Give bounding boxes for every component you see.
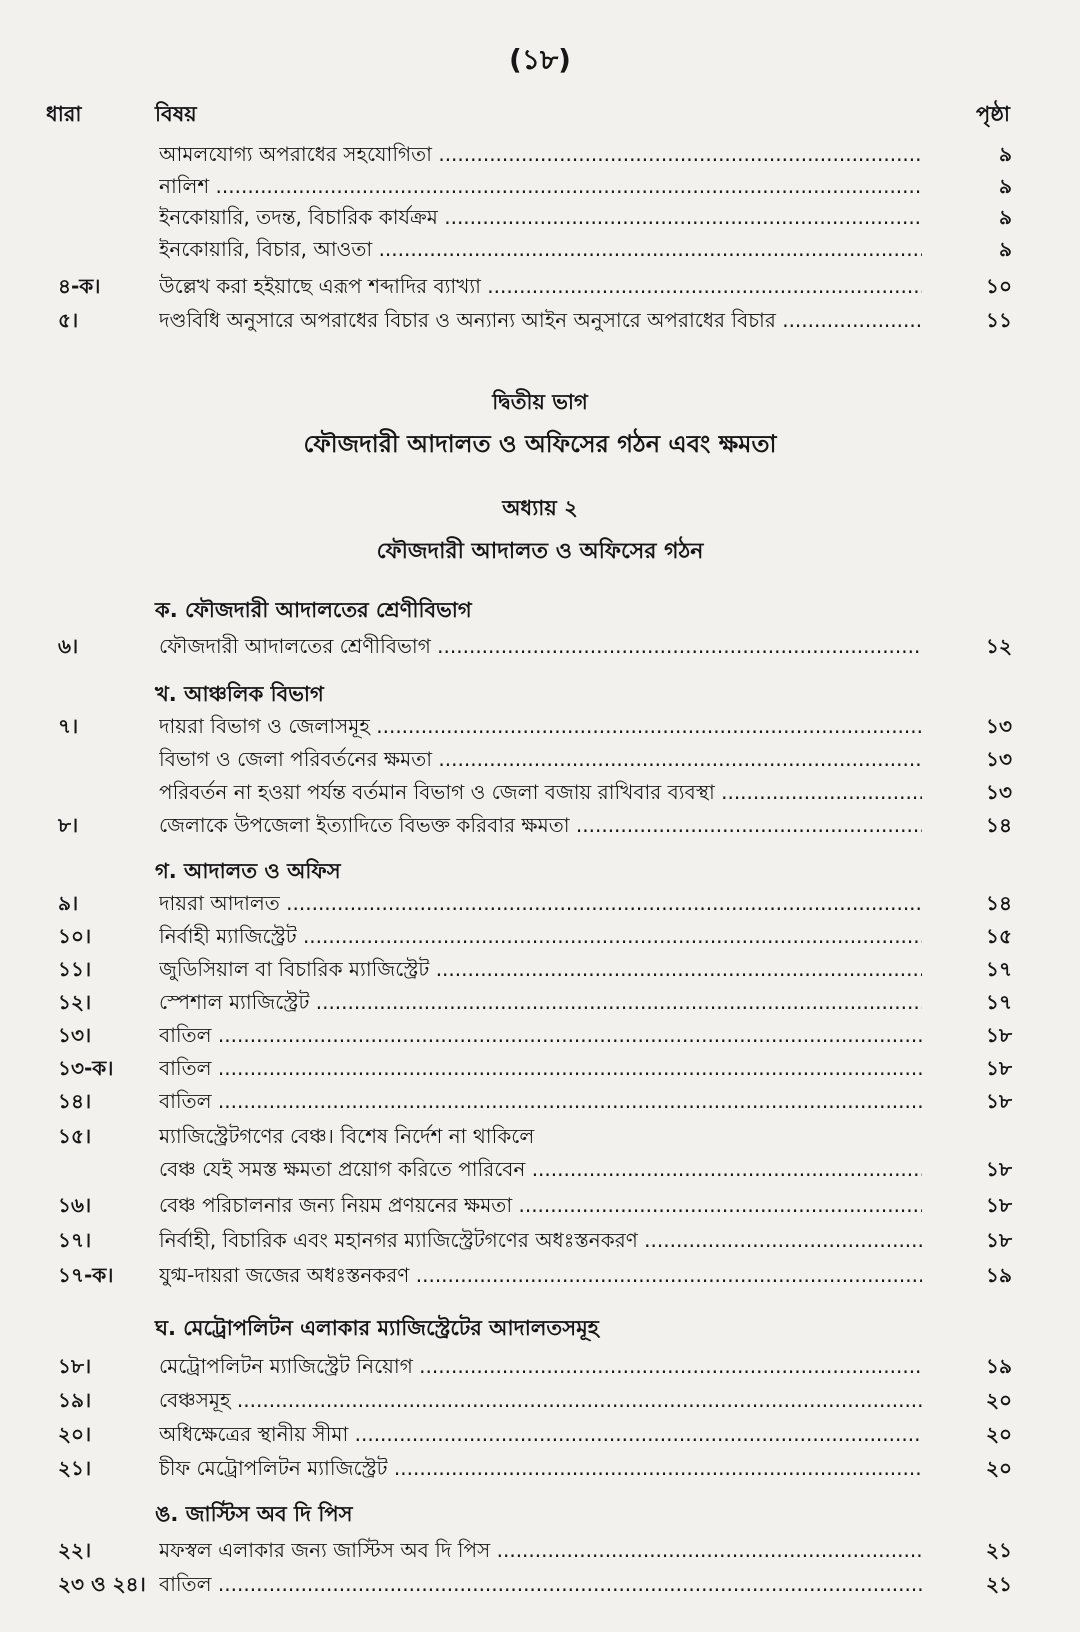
entry-title: দণ্ডবিধি অনুসারে অপরাধের বিচার ও অন্যান্য আইন অনুসারে অপরাধের বিচার ..... — [159, 306, 922, 339]
section-number: ১৬। — [58, 1193, 92, 1217]
entry-page: ১২ — [986, 634, 1012, 658]
toc-entry — [0, 1386, 1080, 1420]
toc-entry — [0, 203, 1080, 237]
entry-title: জেলাকে উপজেলা ইত্যাদিতে বিভক্ত করিবার ক্ষমতা ..... — [159, 811, 922, 844]
part-subtitle: ফৌজদারী আদালত ও অফিসের গঠন এবং ক্ষমতা — [303, 430, 777, 458]
entry-page: ১৩ — [986, 747, 1012, 771]
toc-entry — [0, 1454, 1080, 1488]
entry-title-line1: ম্যাজিস্ট্রেটগণের বেঞ্চ। বিশেষ নির্দেশ না থাকিলে — [159, 1124, 535, 1148]
entry-title: চীফ মেট্রোপলিটন ম্যাজিস্ট্রেট ..... — [159, 1454, 922, 1487]
section-number: ১০। — [58, 924, 92, 948]
section-number: ১৯। — [58, 1388, 92, 1412]
section-number: ৫। — [58, 308, 79, 332]
subsection-heading: ঙ. জাস্টিস অব দি পিস — [155, 1502, 353, 1526]
toc-entry — [0, 1226, 1080, 1260]
entry-page: ১৩ — [986, 780, 1012, 804]
section-number: ১৭। — [58, 1228, 92, 1252]
entry-title: বাতিল ..... — [159, 1570, 922, 1603]
entry-title: যুগ্ম-দায়রা জজের অধঃস্তনকরণ ..... — [159, 1261, 922, 1294]
entry-page: ৯ — [999, 174, 1012, 198]
section-number: ২১। — [58, 1456, 92, 1480]
entry-page: ১৪ — [986, 891, 1012, 915]
part-title: দ্বিতীয় ভাগ — [492, 390, 588, 414]
toc-entry — [0, 632, 1080, 666]
entry-title: জুডিসিয়াল বা বিচারিক ম্যাজিস্ট্রেট ..... — [159, 955, 922, 988]
column-header-page: পৃষ্ঠা — [975, 102, 1010, 126]
entry-title: ফৌজদারী আদালতের শ্রেণীবিভাগ ..... — [159, 632, 922, 665]
toc-entry — [0, 1420, 1080, 1454]
entry-title: ইনকোয়ারি, তদন্ত, বিচারিক কার্যক্রম ..... — [159, 203, 922, 236]
entry-title: বেঞ্চ পরিচালনার জন্য নিয়ম প্রণয়নের ক্ষমতা ..... — [159, 1191, 922, 1224]
entry-title: উল্লেখ করা হইয়াছে এরূপ শব্দাদির ব্যাখ্যা ..... — [159, 272, 922, 305]
entry-title: বেঞ্চসমূহ ..... — [159, 1386, 922, 1419]
entry-title: বাতিল ..... — [159, 1021, 922, 1054]
subsection-heading: খ. আঞ্চলিক বিভাগ — [155, 682, 324, 706]
section-number: ১৫। — [58, 1124, 92, 1148]
chapter-subtitle: ফৌজদারী আদালত ও অফিসের গঠন — [376, 539, 704, 564]
entry-page: ১৮ — [986, 1056, 1012, 1080]
toc-entry — [0, 745, 1080, 779]
section-number: ১৮। — [58, 1354, 92, 1378]
entry-title: পরিবর্তন না হওয়া পর্যন্ত বর্তমান বিভাগ ও জেলা বজায় রাখিবার ব্যবস্থা ..... — [159, 778, 922, 811]
toc-entry — [0, 1261, 1080, 1295]
toc-entry — [0, 1087, 1080, 1121]
toc-entry — [0, 1191, 1080, 1225]
toc-entry — [0, 1352, 1080, 1386]
entry-page: ২১ — [986, 1572, 1012, 1596]
entry-page: ১৭ — [986, 990, 1012, 1014]
subsection-heading: গ. আদালত ও অফিস — [155, 859, 341, 883]
entry-page: ৯ — [999, 205, 1012, 229]
section-number: ১৭-ক। — [58, 1263, 114, 1287]
entry-title: নালিশ ..... — [159, 172, 922, 205]
entry-page: ২০ — [985, 1456, 1012, 1480]
entry-title: দায়রা আদালত ..... — [159, 889, 922, 922]
entry-page: ১০ — [986, 274, 1012, 298]
entry-page: ১৪ — [986, 813, 1012, 837]
entry-title: বাতিল ..... — [159, 1054, 922, 1087]
entry-page: ১৮ — [986, 1193, 1012, 1217]
entry-page: ১৮ — [986, 1089, 1012, 1113]
toc-entry — [0, 1570, 1080, 1604]
toc-entry — [0, 172, 1080, 206]
entry-page: ২০ — [985, 1422, 1012, 1446]
entry-title: মেট্রোপলিটন ম্যাজিস্ট্রেট নিয়োগ ..... — [159, 1352, 922, 1385]
toc-entry — [0, 778, 1080, 812]
entry-page: ২০ — [985, 1388, 1012, 1412]
entry-page: ১৯ — [986, 1263, 1012, 1287]
section-number: ২৩ ও ২৪। — [58, 1572, 146, 1596]
toc-entry — [0, 1021, 1080, 1055]
toc-entry — [0, 272, 1080, 306]
subsection-heading: ক. ফৌজদারী আদালতের শ্রেণীবিভাগ — [155, 598, 472, 622]
entry-page: ১৮ — [986, 1023, 1012, 1047]
section-number: ৯। — [58, 891, 79, 915]
toc-entry — [0, 712, 1080, 746]
page-number: (১৮) — [509, 43, 571, 76]
toc-entry — [0, 889, 1080, 923]
entry-title: ইনকোয়ারি, বিচার, আওতা ..... — [159, 235, 922, 268]
entry-page: ১৮ — [986, 1228, 1012, 1252]
toc-entry — [0, 988, 1080, 1022]
entry-title-line2: বেঞ্চ যেই সমস্ত ক্ষমতা প্রয়োগ করিতে পারিবেন ..... — [159, 1155, 922, 1188]
toc-entry — [0, 1536, 1080, 1570]
entry-title: আমলযোগ্য অপরাধের সহযোগিতা ..... — [159, 140, 922, 173]
section-number: ৮। — [58, 813, 79, 837]
section-number: ১১। — [58, 957, 92, 981]
column-header-section: ধারা — [46, 102, 82, 126]
toc-entry — [0, 811, 1080, 845]
section-number: ১২। — [58, 990, 92, 1014]
entry-title: নির্বাহী ম্যাজিস্ট্রেট ..... — [159, 922, 922, 955]
entry-page: ২১ — [986, 1538, 1012, 1562]
toc-entry-bench — [0, 1122, 1080, 1156]
toc-entry — [0, 140, 1080, 174]
entry-title: দায়রা বিভাগ ও জেলাসমূহ ..... — [159, 712, 922, 745]
toc-entry — [0, 955, 1080, 989]
section-number: ১৩। — [58, 1023, 92, 1047]
toc-entry — [0, 235, 1080, 269]
entry-page: ১৯ — [986, 1354, 1012, 1378]
section-number: ৭। — [58, 714, 79, 738]
section-number: ১৩-ক। — [58, 1056, 114, 1080]
entry-title: বিভাগ ও জেলা পরিবর্তনের ক্ষমতা ..... — [159, 745, 922, 778]
subsection-heading: ঘ. মেট্রোপলিটন এলাকার ম্যাজিস্ট্রেটের আদালতসমূহ — [155, 1316, 599, 1340]
entry-title: স্পেশাল ম্যাজিস্ট্রেট ..... — [159, 988, 922, 1021]
toc-entry — [0, 1054, 1080, 1088]
section-number: ২০। — [58, 1422, 92, 1446]
toc-entry — [0, 306, 1080, 340]
entry-title: মফস্বল এলাকার জন্য জাস্টিস অব দি পিস ..... — [159, 1536, 922, 1569]
column-header-subject: বিষয় — [155, 102, 197, 126]
section-number: ৪-ক। — [58, 274, 101, 298]
entry-page: ১৩ — [986, 714, 1012, 738]
entry-title: নির্বাহী, বিচারিক এবং মহানগর ম্যাজিস্ট্রেটগণের অধঃস্তনকরণ ..... — [159, 1226, 922, 1259]
entry-page: ৯ — [999, 237, 1012, 261]
section-number: ৬। — [58, 634, 79, 658]
section-number: ২২। — [58, 1538, 92, 1562]
section-number: ১৪। — [58, 1089, 92, 1113]
entry-page: ১৭ — [986, 957, 1012, 981]
entry-page: ৯ — [999, 142, 1012, 166]
toc-entry — [0, 922, 1080, 956]
entry-page: ১১ — [986, 308, 1012, 332]
chapter-title: অধ্যায় ২ — [502, 496, 578, 520]
entry-page: ১৮ — [986, 1157, 1012, 1181]
entry-title: অধিক্ষেত্রের স্থানীয় সীমা ..... — [159, 1420, 922, 1453]
entry-page: ১৫ — [986, 924, 1012, 948]
toc-entry-bench-cont — [0, 1155, 1080, 1189]
entry-title: বাতিল ..... — [159, 1087, 922, 1120]
